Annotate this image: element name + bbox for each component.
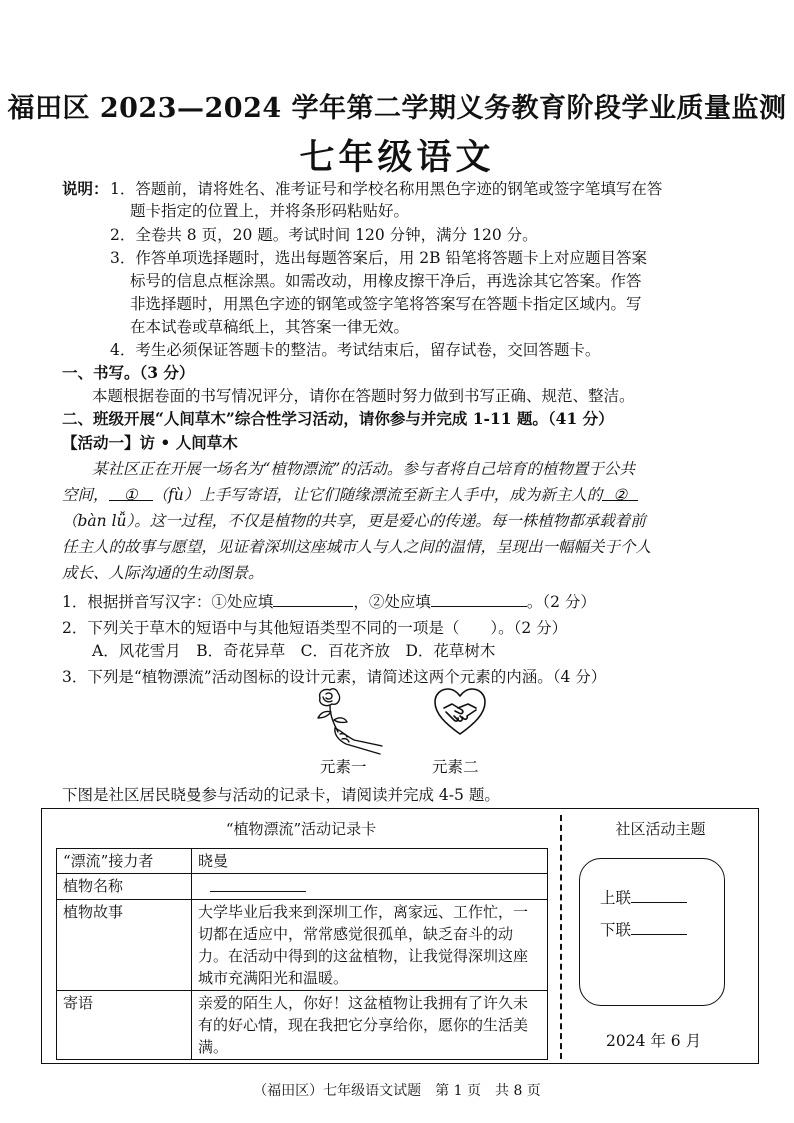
- activity-1-label: 【活动一】访 • 人间草木: [62, 433, 238, 452]
- table-row: [57, 874, 548, 900]
- plant-name-blank[interactable]: [210, 875, 306, 892]
- row-value-plant-story: 大学毕业后我来到深圳工作，离家远、工作忙，一切都在适应中，常常感觉很孤单，缺乏奋斗的动力。在活动中得到的这盆植物，让我觉得深圳这座城市充满阳光和温暖。: [192, 900, 548, 991]
- record-card-title: “植物漂流”活动记录卡: [225, 820, 377, 838]
- passage-line-3: （bàn lǚ）。这一过程，不仅是植物的共享，更是爱心的传递。每一株植物都承载着前: [62, 512, 646, 530]
- rose-in-hand-icon: [290, 684, 400, 756]
- blank-2-marker: ②: [613, 486, 628, 504]
- passage-line-2-start: 空间，: [62, 486, 109, 504]
- row-value-plant-name[interactable]: [192, 874, 548, 900]
- exam-title: 福田区 2023—2024 学年第二学期义务教育阶段学业质量监测: [7, 93, 787, 124]
- question-2-stem: 2．下列关于草木的短语中与其他短语类型不同的一项是（ ）。（2 分）: [62, 619, 568, 637]
- element-1-label: 元素一: [320, 758, 367, 776]
- question-1: [62, 590, 596, 613]
- lower-couplet: [600, 918, 687, 941]
- question-1-part-b: ，②处应填: [353, 593, 431, 611]
- instruction-1-line-1: 1．答题前，请将姓名、准考证号和学校名称用黑色字迹的钢笔或签字笔填写在答: [110, 180, 663, 198]
- record-card-intro: 下图是社区居民晓曼参与活动的记录卡，请阅读并完成 4-5 题。: [62, 786, 500, 804]
- table-row: [57, 991, 548, 1060]
- section-2-heading: 二、班级开展“人间草木”综合性学习活动，请你参与并完成 1-11 题。（41 分）: [62, 409, 614, 428]
- element-2-label: 元素二: [432, 758, 479, 776]
- instruction-4: 4．考生必须保证答题卡的整洁。考试结束后，留存试卷，交回答题卡。: [110, 341, 601, 359]
- section-1-heading: 一、书写。（3 分）: [62, 363, 195, 382]
- theme-date: 2024 年 6 月: [606, 1032, 702, 1050]
- record-card-divider: [560, 815, 562, 1059]
- exam-subject: 七年级语文: [299, 137, 495, 178]
- question-1-part-c: 。（2 分）: [526, 593, 596, 611]
- blank-1-marker: ①: [123, 486, 138, 504]
- table-row: [57, 849, 548, 874]
- blank-2: [602, 484, 638, 504]
- blank-1: [109, 484, 153, 504]
- instruction-2: 2．全卷共 8 页，20 题。考试时间 120 分钟，满分 120 分。: [110, 226, 538, 244]
- upper-couplet: [600, 886, 687, 909]
- instruction-3-line-3: 非选择题时，用黑色字迹的钢笔或签字笔将答案写在答题卡指定区域内。写: [130, 295, 642, 313]
- page-footer: （福田区）七年级语文试题 第 1 页 共 8 页: [253, 1083, 541, 1099]
- question-3-stem: 3．下列是“植物漂流”活动图标的设计元素，请简述这两个元素的内涵。（4 分）: [62, 668, 607, 686]
- instruction-3-line-4: 在本试卷或草稿纸上，其答案一律无效。: [130, 318, 410, 336]
- instruction-3-line-2: 标号的信息点框涂黑。如需改动，用橡皮擦干净后，再选涂其它答案。作答: [130, 272, 642, 290]
- row-key-plant-name: 植物名称: [57, 874, 192, 900]
- row-key-plant-story: 植物故事: [57, 900, 192, 991]
- section-1-body: 本题根据卷面的书写情况评分，请你在答题时努力做到书写正确、规范、整洁。: [92, 387, 635, 405]
- theme-title: 社区活动主题: [615, 820, 706, 838]
- passage-line-5: 成长、人际沟通的生动图景。: [62, 564, 264, 582]
- passage-line-2: [62, 484, 638, 506]
- row-key-message: 寄语: [57, 991, 192, 1060]
- record-card-table: [56, 848, 548, 1060]
- row-value-message: 亲爱的陌生人，你好！这盆植物让我拥有了许久未有的好心情，现在我把它分享给你，愿你的生活美满。: [192, 991, 548, 1060]
- question-1-part-a: 1．根据拼音写汉字：①处应填: [62, 593, 274, 611]
- heart-handshake-icon: [432, 686, 488, 738]
- instructions-label: 说明：: [62, 179, 109, 198]
- question-2-options: A．风花雪月 B．奇花异草 C．百花齐放 D．花草树木: [92, 642, 496, 660]
- lower-couplet-blank[interactable]: [631, 918, 687, 935]
- instruction-1-line-2: 题卡指定的位置上，并将条形码粘贴好。: [130, 202, 410, 220]
- upper-couplet-blank[interactable]: [631, 886, 687, 903]
- table-row: [57, 900, 548, 991]
- passage-line-4: 任主人的故事与愿望，见证着深圳这座城市人与人之间的温情，呈现出一幅幅关于个人: [62, 538, 652, 556]
- upper-couplet-label: 上联: [600, 889, 632, 907]
- answer-blank-1[interactable]: [273, 590, 353, 607]
- lower-couplet-label: 下联: [600, 921, 632, 939]
- passage-line-1: 某社区正在开展一场名为“植物漂流”的活动。参与者将自己培育的植物置于公共: [92, 460, 635, 478]
- answer-blank-2[interactable]: [431, 590, 527, 607]
- instruction-3-line-1: 3．作答单项选择题时，选出每题答案后，用 2B 铅笔将答题卡上对应题目答案: [110, 249, 647, 267]
- row-key-relay: “漂流”接力者: [57, 849, 192, 874]
- passage-line-2-middle: （fù）上手写寄语，让它们随缘漂流至新主人手中，成为新主人的: [152, 486, 603, 504]
- row-value-relay: 晓曼: [192, 849, 548, 874]
